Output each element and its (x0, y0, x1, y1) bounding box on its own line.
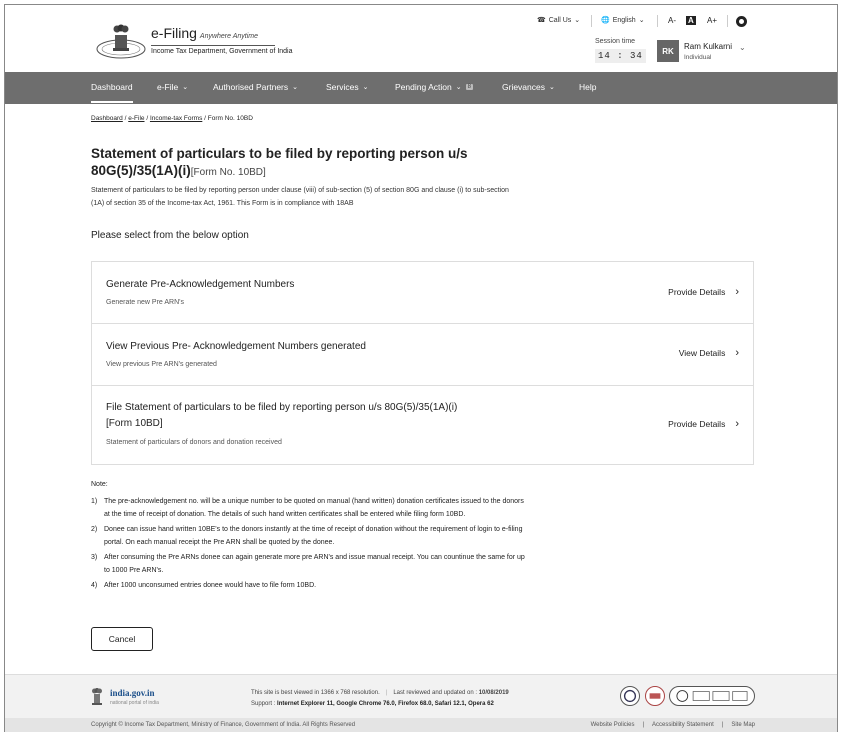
avatar[interactable]: RK (657, 40, 679, 62)
provide-details-link[interactable]: Provide Details › (668, 418, 739, 430)
globe-icon: 🌐 (601, 17, 610, 24)
nav-pending-action[interactable]: Pending Action ⌄ 8 (395, 82, 471, 92)
option-title: Generate Pre-Acknowledgement Numbers (106, 279, 295, 290)
india-gov-link[interactable]: india.gov.in (110, 688, 155, 698)
nav-e-file[interactable]: e-File ⌄ (157, 82, 189, 92)
option-subtitle: Statement of particulars of donors and donation received (106, 439, 282, 446)
view-details-link[interactable]: View Details › (678, 347, 739, 359)
footer-links: Website Policies | Accessibility Statement | Site Map (590, 722, 755, 728)
footer (5, 674, 838, 718)
contrast-icon[interactable] (736, 16, 747, 27)
nav-help[interactable]: Help (579, 82, 597, 92)
chevron-down-icon: ⌄ (292, 84, 298, 91)
breadcrumb-income-tax-forms[interactable]: Income-tax Forms (149, 115, 203, 122)
header (5, 5, 838, 73)
breadcrumb-current: Form No. 10BD (207, 115, 253, 122)
copyright-bar (5, 718, 838, 732)
chevron-down-icon: ⌄ (638, 17, 645, 24)
india-gov-subtitle: national portal of india (110, 700, 159, 706)
copyright-text: Copyright © Income Tax Department, Ministry of Finance, Government of India. All Rights Reserved (91, 722, 356, 728)
certification-badge-icon (645, 686, 665, 706)
call-us-link[interactable]: ☎ Call Us ⌄ (537, 16, 581, 24)
pending-count-badge: 8 (467, 84, 471, 90)
browser-frame (4, 4, 838, 732)
nav-grievances[interactable]: Grievances ⌄ (502, 82, 555, 92)
support-text: Support : Internet Explorer 11, Google Chrome 76.0, Firefox 68.0, Safari 12.1, Opera 62 (251, 701, 494, 707)
provide-details-link[interactable]: Provide Details › (668, 286, 739, 298)
session-label: Session time (595, 38, 636, 45)
chevron-right-icon: › (735, 347, 739, 359)
option-subtitle: View previous Pre ARN's generated (106, 361, 217, 368)
tagline: Anywhere Anytime (199, 33, 259, 40)
select-prompt: Please select from the below option (91, 230, 249, 241)
chevron-right-icon: › (735, 286, 739, 298)
site-map-link[interactable]: Site Map (731, 722, 755, 728)
nav-services[interactable]: Services ⌄ (326, 82, 369, 92)
nav-dashboard[interactable]: Dashboard (91, 82, 133, 92)
breadcrumb-e-file[interactable]: e-File (128, 115, 145, 122)
user-role: Individual (684, 54, 712, 61)
session-time: 14 : 34 (595, 49, 646, 63)
note-label: Note: (91, 481, 108, 488)
website-policies-link[interactable]: Website Policies (590, 722, 635, 728)
font-increase-button[interactable]: A+ (707, 16, 718, 25)
option-title: View Previous Pre- Acknowledgement Numbers generated (106, 341, 366, 352)
form-tag: [Form No. 10BD] (190, 167, 266, 178)
main-nav (5, 72, 838, 104)
emblem-logo-icon (95, 19, 147, 59)
note-item: 2) Donee can issue hand written 10BE's to the donors instantly at the time of receipt of donation without the requirement of login to e-filing portal. On each manual receipt the Pre ARN shall be quoted by the donee. (91, 526, 523, 546)
page-description: Statement of particulars to be filed by reporting person under clause (viii) of sub-section (5) of section 80G and clause (i) to sub-section (1A) of section 35 of the Income-tax Act, 1961. This Form is in compliance with 18AB (91, 187, 509, 207)
app-title: e-Filing Anywhere Anytime (151, 25, 259, 41)
department-label: Income Tax Department, Government of India (151, 45, 275, 55)
option-file-form-10bd[interactable] (92, 386, 753, 464)
option-generate-pre-arn[interactable] (92, 262, 753, 324)
notes-list (91, 496, 531, 596)
chevron-down-icon: ⌄ (182, 84, 189, 91)
note-item: 3) After consuming the Pre ARNs donee can again generate more pre ARN's and issue manual receipt. You can countinue the same for up to 1000 Pre ARN's. (91, 554, 525, 574)
breadcrumb: Dashboard / e-File / Income-tax Forms / Form No. 10BD (91, 115, 253, 122)
option-subtitle: Generate new Pre ARN's (106, 299, 184, 306)
chevron-down-icon: ⌄ (549, 84, 555, 91)
accessibility-statement-link[interactable]: Accessibility Statement (652, 722, 714, 728)
page-title: Statement of particulars to be filed by reporting person u/s 80G(5)/35(1A)(i)[Form No. 10BD] (91, 146, 468, 178)
phone-icon: ☎ (537, 17, 546, 24)
user-name[interactable]: Ram Kulkarni (684, 42, 733, 51)
certification-badge-icon (620, 686, 640, 706)
chevron-down-icon: ⌄ (455, 84, 462, 91)
option-view-previous-pre-arn[interactable] (92, 324, 753, 386)
font-decrease-button[interactable]: A- (668, 16, 676, 25)
font-normal-button[interactable]: A (688, 16, 694, 25)
chevron-down-icon: ⌄ (574, 17, 581, 24)
language-selector[interactable]: 🌐 English ⌄ (601, 16, 645, 24)
chevron-down-icon[interactable]: ⌄ (739, 43, 746, 52)
certification-badges-icon (669, 686, 755, 706)
nav-authorised-partners[interactable]: Authorised Partners ⌄ (213, 82, 298, 92)
cancel-button[interactable]: Cancel (91, 627, 153, 651)
emblem-icon (91, 687, 103, 707)
chevron-right-icon: › (735, 418, 739, 430)
best-viewed-text: This site is best viewed in 1366 x 768 resolution. | Last reviewed and updated on : 10/08/2019 (251, 690, 509, 696)
option-title: File Statement of particulars to be filed by reporting person u/s 80G(5)/35(1A)(i) [Form 10BD] (106, 402, 458, 429)
note-item: 1) The pre-acknowledgement no. will be a unique number to be quoted on manual (hand written) donation certificates issued to the donors at the time of receipt of donation. The details of such hand written certificates shall be entered while filing form 10BD. (91, 498, 524, 518)
options-list (91, 261, 754, 465)
breadcrumb-dashboard[interactable]: Dashboard (91, 115, 123, 122)
chevron-down-icon: ⌄ (362, 84, 369, 91)
note-item: 4) After 1000 unconsumed entries donee would have to file form 10BD. (91, 582, 317, 589)
